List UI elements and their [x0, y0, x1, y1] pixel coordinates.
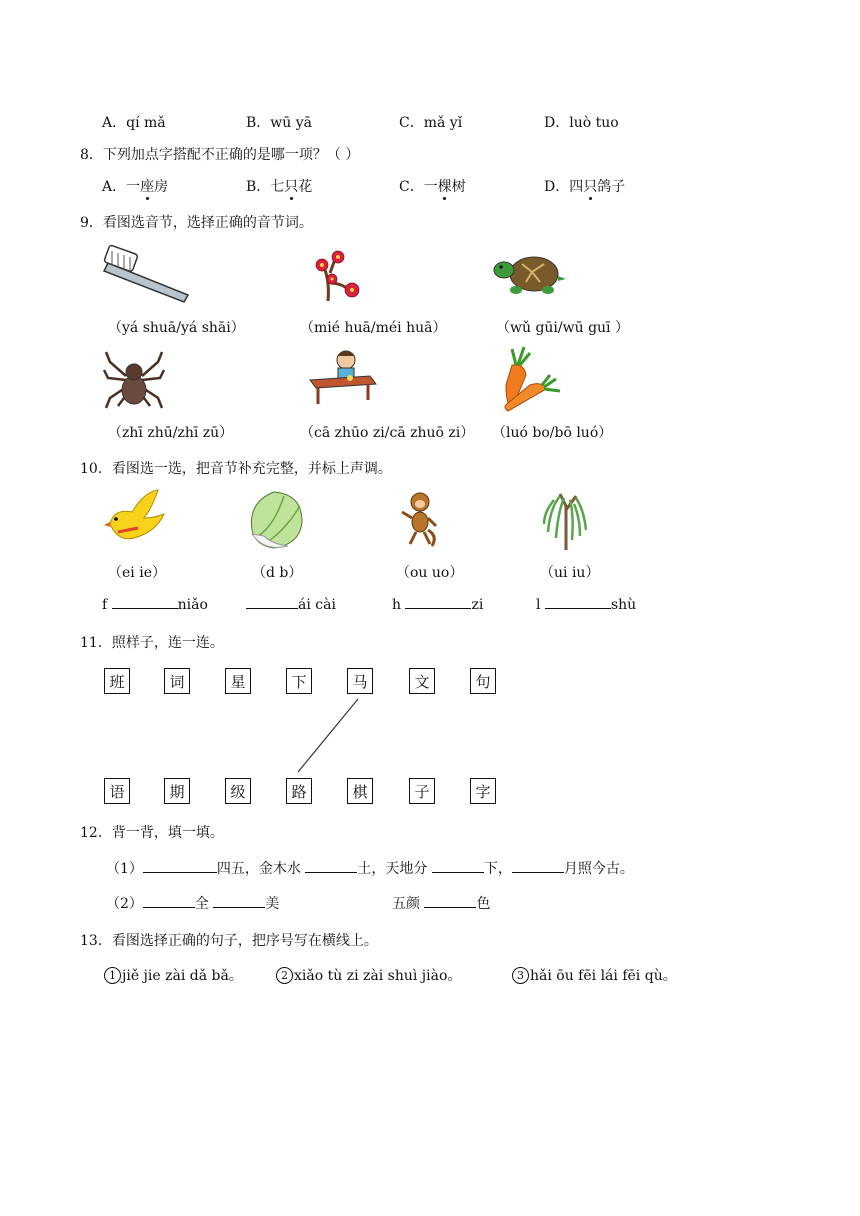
q12-line-1: （1） 四五，金木水 土，天地分 下， 月照今古。 [106, 861, 634, 877]
q12-line-2: （2） 全 美 [106, 896, 280, 912]
answer-blank[interactable] [424, 895, 476, 908]
top-char-box[interactable]: 文 [409, 668, 435, 694]
q10-fill-3[interactable]: h zi [392, 597, 484, 613]
bottom-char-box[interactable]: 棋 [347, 778, 373, 804]
q10-fill-2[interactable]: ái cài [246, 596, 336, 613]
bottom-char-box[interactable]: 子 [409, 778, 435, 804]
top-char-box[interactable]: 下 [286, 668, 312, 694]
q7-option-a[interactable]: A．qí mǎ [102, 115, 166, 131]
q11-stem: 11．照样子，连一连。 [80, 635, 224, 651]
q7-option-b[interactable]: B．wū yā [246, 115, 313, 131]
answer-blank[interactable] [143, 860, 217, 873]
bottom-char-box[interactable]: 级 [225, 778, 251, 804]
answer-blank[interactable] [213, 895, 265, 908]
q9-label-3[interactable]: （wǔ gūi/wū guī ） [496, 320, 629, 336]
top-char-box[interactable]: 班 [104, 668, 130, 694]
q8-option-d[interactable]: D．四只鸽子 [544, 176, 625, 196]
q10-choice-2: （d b） [252, 565, 303, 581]
q12-stem: 12．背一背，填一填。 [80, 825, 224, 841]
bottom-char-box[interactable]: 字 [470, 778, 496, 804]
q13-item-1[interactable]: 1 jiě jie zài dǎ bǎ。 [104, 965, 243, 985]
q9-label-2[interactable]: （mié huā/méi huā） [300, 320, 447, 336]
q9-label-1[interactable]: （yá shuā/yá shāi） [108, 320, 245, 336]
answer-blank[interactable] [432, 860, 484, 873]
q10-choice-1: （ei ie） [108, 565, 166, 581]
q9-label-4[interactable]: （zhī zhū/zhī zū） [108, 425, 234, 441]
q10-choice-4: （ui iu） [540, 565, 600, 581]
top-char-box[interactable]: 词 [164, 668, 190, 694]
bottom-char-box[interactable]: 语 [104, 778, 130, 804]
answer-blank[interactable] [305, 860, 357, 873]
q9-label-5[interactable]: （cā zhūo zi/cā zhuō zi） [300, 425, 475, 441]
q8-option-b[interactable]: B．七只花 [246, 176, 312, 196]
q8-option-a[interactable]: A．一座房 [102, 176, 168, 196]
q9-label-6[interactable]: （luó bo/bō luó） [492, 425, 613, 441]
q10-fill-1[interactable]: f niǎo [102, 597, 208, 613]
q7-option-d[interactable]: D．luò tuo [544, 115, 619, 131]
bottom-char-box[interactable]: 期 [164, 778, 190, 804]
top-char-box[interactable]: 马 [347, 668, 373, 694]
q10-fill-4[interactable]: l shù [536, 597, 637, 613]
answer-blank[interactable] [143, 895, 195, 908]
q10-stem: 10．看图选一选，把音节补充完整，并标上声调。 [80, 461, 392, 477]
bottom-char-box[interactable]: 路 [286, 778, 312, 804]
q12-line-2b: 五颜 色 [392, 896, 491, 912]
answer-blank[interactable] [512, 860, 564, 873]
q8-stem: 8．下列加点字搭配不正确的是哪一项？（ ） [80, 147, 360, 163]
q8-option-c[interactable]: C．一棵树 [399, 176, 466, 196]
top-char-box[interactable]: 星 [225, 668, 251, 694]
q10-choice-3: （ou uo） [396, 565, 464, 581]
q13-item-2[interactable]: 2 xiǎo tù zi zài shuì jiào。 [276, 965, 461, 985]
q7-option-c[interactable]: C．mǎ yǐ [399, 115, 463, 131]
top-char-box[interactable]: 句 [470, 668, 496, 694]
q13-stem: 13．看图选择正确的句子，把序号写在横线上。 [80, 933, 378, 949]
q9-stem: 9．看图选音节，选择正确的音节词。 [80, 215, 313, 231]
q13-item-3[interactable]: 3 hǎi ōu fēi lái fēi qù。 [512, 965, 677, 985]
